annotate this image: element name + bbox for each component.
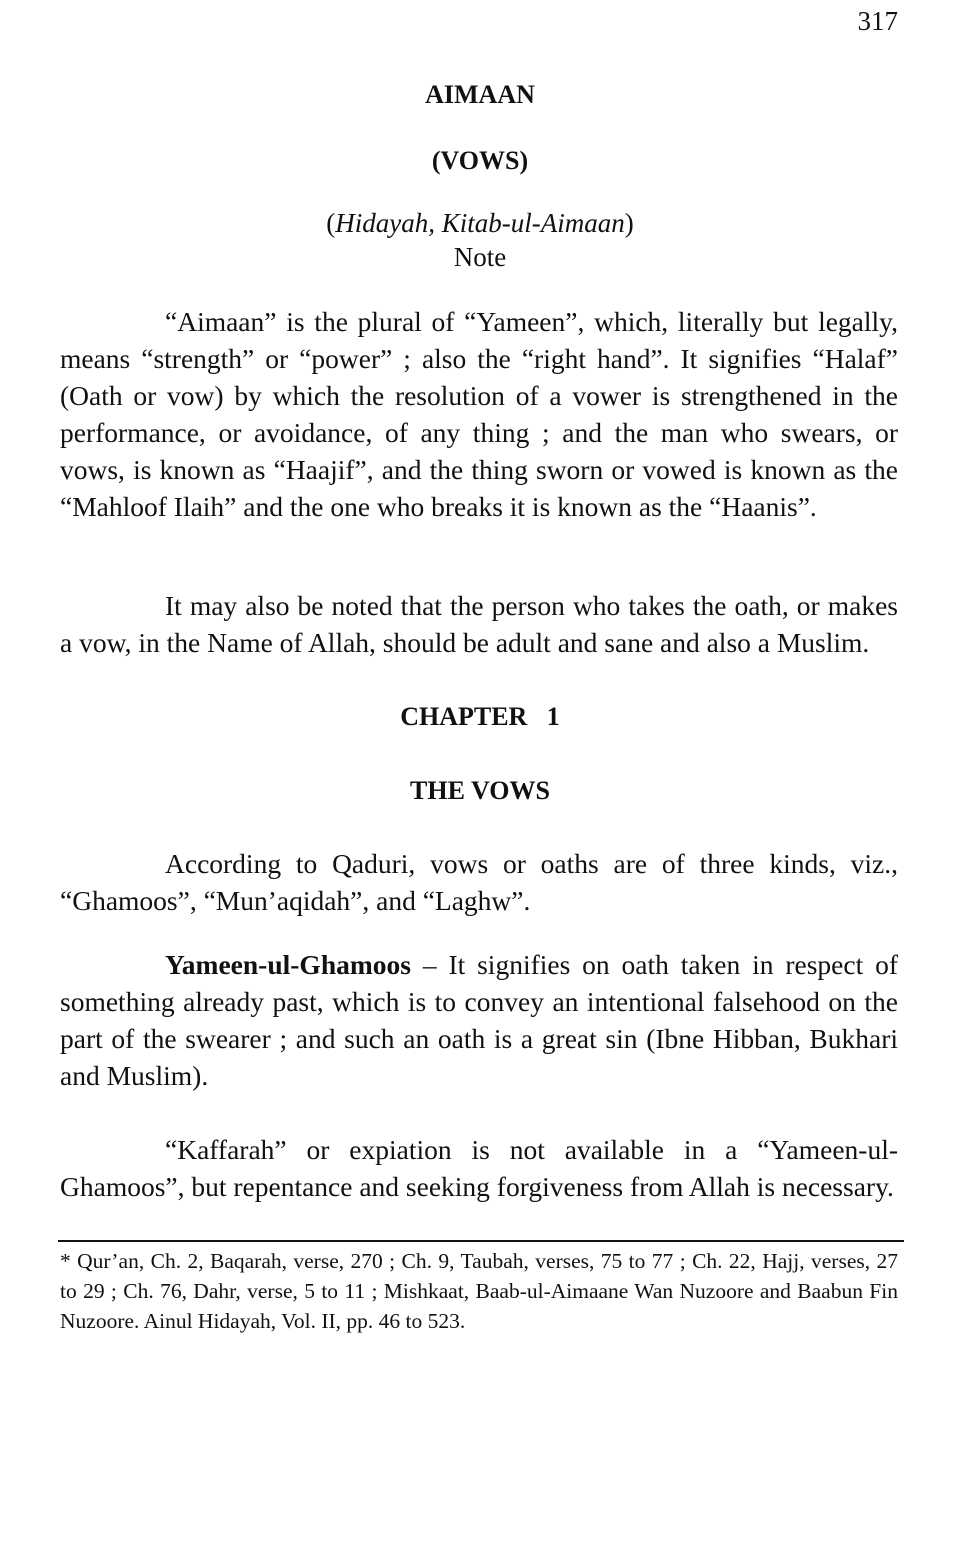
page-number: 317 [857,6,898,36]
noted-paragraph: It may also be noted that the person who takes the oath, or makes a vow, in the Name of Allah, should be adult and sane and also a Muslim. [60,590,898,658]
ghamoos-definition: – It signifies on oath taken in respect of something already past, which is to convey an intentional falsehood on the part of the swearer ; and such an oath is a great sin (Ibne Hibban, Bukhari and Muslim). [60,949,898,1091]
ghamoos-paragraph [60,946,898,1094]
footnote: * Qur’an, Ch. 2, Baqarah, verse, 270 ; Ch. 9, Taubah, verses, 75 to 77 ; Ch. 22, Hajj, verses, 27 to 29 ; Ch. 76, Dahr, verse, 5 to 11 ; Mishkaat, Baab-ul-Aimaane Wan Nuzoore and Baabun Fin Nuzoore. Ainul Hidayah, Vol. II, pp. 46 to 523. [60,1249,898,1333]
source-close-paren: ) [624,208,634,238]
source-title: Hidayah, Kitab-ul-Aimaan [335,208,625,238]
source-open-paren: ( [326,208,336,238]
source-reference [0,206,960,240]
kaffarah-paragraph: “Kaffarah” or expiation is not available in a “Yameen-ul-Ghamoos”, but repentance and seeking forgiveness from Allah is necessary. [60,1134,898,1202]
kinds-paragraph: According to Qaduri, vows or oaths are of three kinds, viz., “Ghamoos”, “Mun’aqidah”, and “Laghw”. [60,848,898,916]
chapter-heading [0,700,960,734]
page-title: AIMAAN [425,80,535,109]
intro-paragraph: “Aimaan” is the plural of “Yameen”, which, literally but legally, means “strength” or “power” ; also the “right hand”. It signifies “Halaf” (Oath or vow) by which the resolution of a vower is strengthened in the performance, or avoidance, of any thing ; and the man who swears, or vows, is known as “Haajif”, and the thing sworn or vowed is known as the “Mahloof Ilaih” and the one who breaks it is known as the “Haanis”. [60,306,898,522]
footnote-divider [58,1240,904,1242]
chapter-title: THE VOWS [410,776,550,805]
note-label: Note [453,242,507,272]
ghamoos-term: Yameen-ul-Ghamoos [165,949,411,980]
chapter-heading-text: CHAPTER 1 [400,702,560,731]
page-subtitle: (VOWS) [431,146,529,175]
